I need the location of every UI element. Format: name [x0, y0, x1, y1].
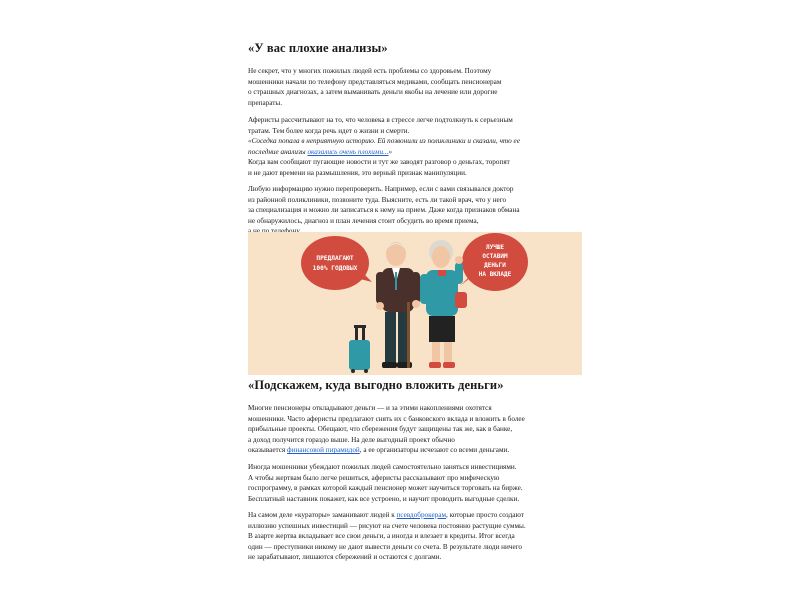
text-line: и не дают времени на размышления, это верный признак манипуляции. — [248, 168, 467, 177]
quote-line: последние анализы — [248, 147, 308, 156]
text-line: прибыльные проекты. Обещают, что сбережения будут защищены так же, как в банке, — [248, 425, 513, 434]
bubble-right-line-2: ОСТАВИМ — [482, 253, 508, 260]
text-line: не зарабатывают, лишаются сбережений и остаются с долгами. — [248, 553, 442, 562]
paragraph-brokers — [248, 510, 582, 563]
text-line: , а ее организаторы исчезают со всеми деньгами. — [359, 446, 510, 455]
text-line: иллюзию успешных инвестиций — рисуют на счете человека постоянно растущие суммы. — [248, 521, 526, 530]
text-line: , которые просто создают — [446, 511, 524, 519]
speech-bubble-left — [301, 236, 372, 290]
text-line: На самом деле «кураторы» заманивают людей к — [248, 511, 397, 519]
paragraph-stress — [248, 115, 582, 179]
text-line: из районной поликлиники, позвоните туда. Выясните, есть ли такой врач, что у него — [248, 195, 507, 204]
link-financial-pyramid[interactable]: финансовой пирамидой — [287, 446, 360, 455]
quote-link[interactable]: оказались очень плохими... — [307, 147, 389, 156]
text-line: мошенники. Часто аферисты предлагают снять их с банковского вклада и вложить в более — [248, 414, 525, 423]
bubble-right-line-4: НА ВКЛАДЕ — [478, 271, 512, 278]
bubble-right-line-3: ДЕНЬГИ — [484, 262, 506, 269]
text-line: оказывается — [248, 446, 288, 455]
quote-end: » — [388, 147, 393, 156]
text-line: один — преступники никому не дают вывести деньги со счета. В результате люди ничего — [248, 542, 522, 551]
text-line: препараты. — [248, 98, 283, 107]
link-pseudo-brokers[interactable]: псевдоброкерам — [396, 511, 446, 519]
elderly-couple-illustration — [248, 232, 582, 375]
bubble-right-line-1: ЛУЧШЕ — [485, 244, 505, 251]
speech-bubble-right — [460, 233, 528, 291]
section-title-invest: «Подскажем, куда выгодно вложить деньги» — [248, 378, 504, 392]
text-line: Аферисты рассчитывают на то, что человека в стрессе легче подтолкнуть к серьезным — [248, 116, 513, 124]
text-line: Не секрет, что у многих пожилых людей есть проблемы со здоровьем. Поэтому — [248, 67, 492, 75]
paragraph-savings — [248, 403, 582, 456]
bubble-left-line-2: 100% ГОДОВЫХ — [312, 265, 358, 272]
paragraph-verify — [248, 184, 582, 237]
text-line: о страшных диагнозах, а затем выманивать деньги якобы на лечение или дорогие — [248, 88, 498, 97]
old-man-figure — [376, 242, 420, 368]
quote-text — [248, 137, 520, 156]
text-line: Многие пенсионеры откладывают деньги — и за этими накоплениями охотятся — [248, 404, 492, 412]
text-line: госпрограмму, в рамках которой каждый пенсионер может научиться торговать на бирже. — [248, 484, 523, 493]
illustration-svg — [248, 232, 582, 375]
suitcase-icon — [349, 325, 370, 373]
text-line: за специализация и можно ли записаться к нему на прием. Даже когда признаков обмана — [248, 206, 520, 215]
quote-line: «Соседка попала в неприятную историю. Ей позвонили из поликлиники и сказали, что ее — [248, 137, 520, 146]
text-line: В азарте жертва вкладывает все свои деньги, а иногда и влезает в кредиты. Итог всегда — [248, 532, 515, 541]
text-line: Бесплатный наставник покажет, как все устроено, и научит проводить выгодные сделки. — [248, 494, 520, 503]
section-title-bad-tests: «У вас плохие анализы» — [248, 41, 388, 55]
text-line: тратам. Тем более когда речь идет о жизни и смерти. — [248, 126, 410, 135]
text-line: Иногда мошенники убеждают пожилых людей самостоятельно заняться инвестициями. — [248, 463, 517, 471]
paragraph-intro — [248, 66, 582, 108]
text-line: Любую информацию нужно перепроверить. Например, если с вами связывался доктор — [248, 185, 514, 193]
old-woman-figure — [420, 240, 467, 368]
text-line: мошенники начали по телефону представляться медиками, сообщать пенсионерам — [248, 77, 502, 86]
text-line: а доход получится гораздо выше. На деле выгодный проект обычно — [248, 435, 455, 444]
text-line: А чтобы жертвам было легче решиться, аферисты рассказывают про мифическую — [248, 473, 500, 482]
text-line: не обнаружилось, диагноз и план лечения стоит обсудить во время приема, — [248, 216, 479, 225]
bubble-left-line-1: ПРЕДЛАГАЮТ — [316, 255, 354, 262]
paragraph-self-invest — [248, 462, 582, 504]
text-line: Когда вам сообщают пугающие новости и тут же заводят разговор о деньгах, торопят — [248, 158, 510, 167]
